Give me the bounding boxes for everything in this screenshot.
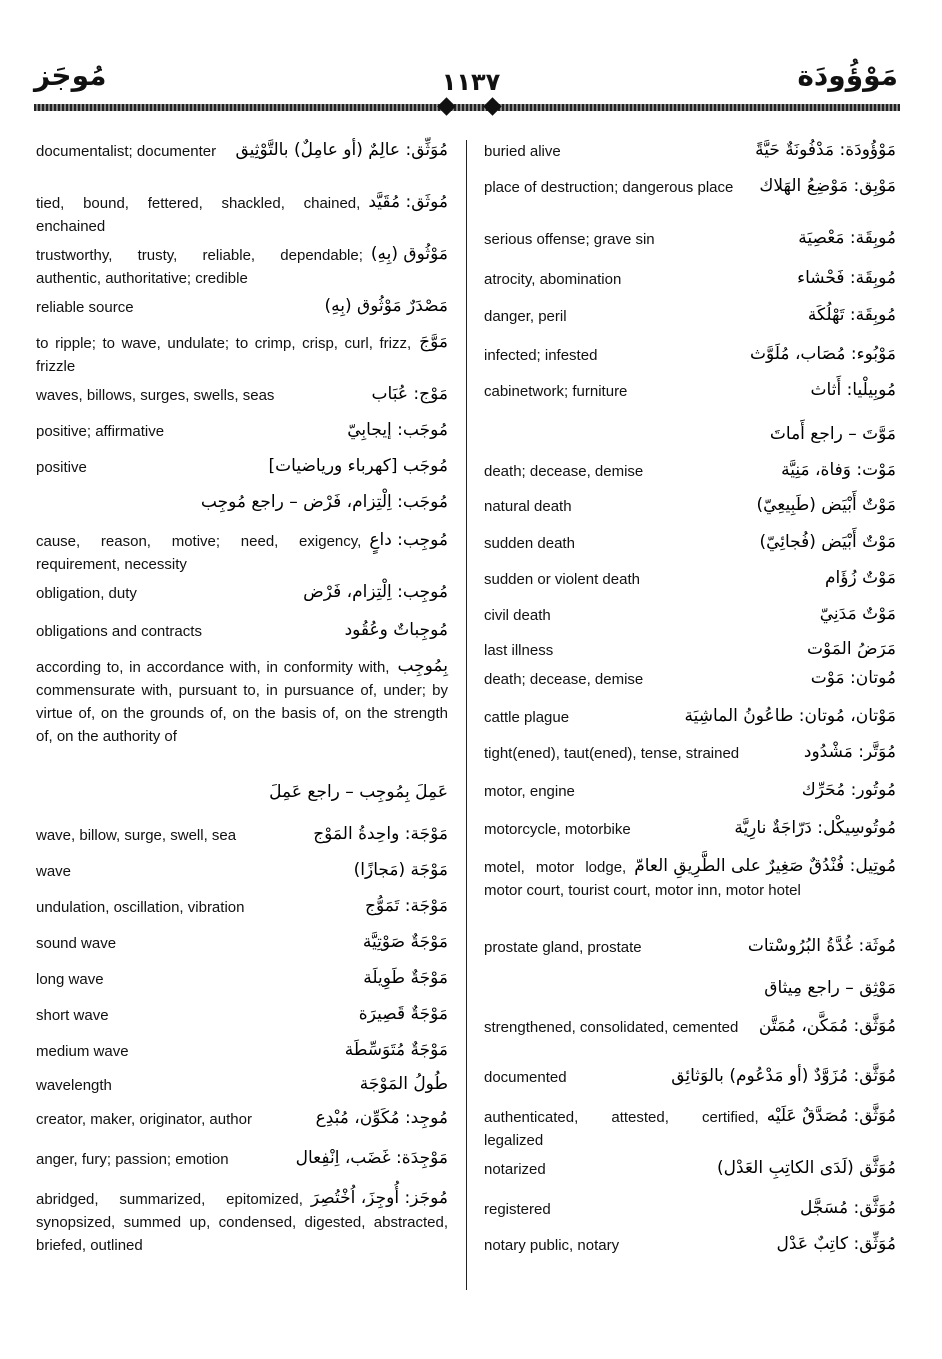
arabic-headword: مَصْدَرٌ مَوْثُوق (بِهِ) (324, 296, 448, 316)
english-definition: motor, engine (484, 783, 575, 800)
english-definition: death; decease, demise (484, 463, 644, 480)
english-definition: waves, billows, surges, swells, seas (36, 387, 275, 404)
english-definition: wave (36, 863, 72, 880)
english-definition: wave, billow, surge, swell, sea (36, 827, 237, 844)
arabic-headword: مَوْبِق: مَوْضِعُ الهَلاك (759, 176, 896, 196)
arabic-headword: مُوجِب: داعٍ (369, 530, 448, 550)
english-definition: sudden or violent death (484, 571, 640, 588)
english-definition: prostate gland, prostate (484, 939, 642, 956)
arabic-headword: مَوْت: وَفاة، مَنِيَّة (781, 460, 896, 480)
english-definition: abridged, summarized, epitomized, synopsized, summed up, condensed, digested, abstracted, briefed, outlined (36, 1191, 448, 1254)
arabic-headword: مَوْجَةٌ قَصِيرَة (358, 1004, 448, 1024)
english-definition: tied, bound, fettered, shackled, chained, enchained (36, 195, 361, 235)
english-definition: natural death (484, 498, 572, 515)
arabic-headword: مُوَثَّق: مُصَدَّقٌ عَلَيْه (766, 1106, 896, 1126)
english-definition: danger, peril (484, 308, 567, 325)
english-definition: positive; affirmative (36, 423, 165, 440)
arabic-headword: مُوَثَّق: مُزَوَّدٌ (أو مَدْعُوم) بالوَثائِق (671, 1066, 896, 1086)
column-divider (466, 140, 467, 1290)
arabic-headword: مَوَّجَ (419, 332, 448, 352)
english-definition: cause, reason, motive; need, exigency, requirement, necessity (36, 533, 362, 573)
arabic-headword: مُوجَب: اِلْتِزام، فَرْض – راجع مُوجِب (200, 492, 448, 512)
arabic-headword: مُوجَز: أُوجِزَ، اُخْتُصِرَ (310, 1188, 448, 1208)
arabic-headword: مُوتِيل: فُنْدُقٌ صَغِيرٌ على الطَّرِيقِ العامّ (634, 856, 896, 876)
english-definition: documentalist; documenter (36, 143, 217, 160)
arabic-headword: مَوْثُوق (بِهِ) (370, 244, 448, 264)
english-definition: last illness (484, 642, 554, 659)
english-definition: medium wave (36, 1043, 129, 1060)
right-entry (484, 856, 896, 902)
arabic-headword: مُوثَة: غُدَّةُ البُرُوسْتات (747, 936, 896, 956)
running-head-left: مُوجَز (34, 59, 107, 92)
arabic-headword: مَوْجَة: واحِدةُ المَوْج (313, 824, 448, 844)
arabic-headword: مُوثَق: مُقَيَّد (368, 192, 448, 212)
arabic-headword: مَوْتٌ زُؤَام (825, 568, 896, 588)
right-entry (484, 176, 896, 199)
english-definition: infected; infested (484, 347, 598, 364)
arabic-headword: مُوَثَّق (لَدَى الكاتِبِ العَدْل) (717, 1158, 896, 1178)
arabic-headword: بِمُوجِب (397, 656, 448, 676)
arabic-headword: مُوتُوسِيكْل: دَرّاجَةٌ نارِيَّة (734, 818, 896, 838)
page-number: ١١٣٧ (441, 68, 501, 96)
english-definition: undulation, oscillation, vibration (36, 899, 245, 916)
english-definition: sound wave (36, 935, 117, 952)
english-definition: obligations and contracts (36, 623, 202, 640)
diamond-ornament-left (437, 97, 455, 115)
arabic-headword: مَرَضُ المَوْت (807, 639, 896, 659)
arabic-headword: عَمِلَ بِمُوجِب – راجع عَمِلَ (269, 782, 448, 802)
right-entry (484, 1106, 896, 1152)
left-entry (36, 332, 448, 378)
left-entry (36, 192, 448, 238)
arabic-headword: مُوَثِّق: عالِمٌ (أو عامِلٌ) بالتَّوْثِيق (235, 140, 448, 160)
english-definition: notarized (484, 1161, 546, 1178)
arabic-headword: مُوَثَّق: مُمَكَّن، مُمَتَّن (758, 1016, 896, 1036)
header-rule (34, 104, 900, 111)
english-definition: trustworthy, trusty, reliable, dependable; authentic, authoritative; credible (36, 247, 363, 287)
arabic-headword: مَوَّتَ – راجع أَماتَ (769, 424, 896, 444)
arabic-headword: مُوجَب [كهرباء ورياضيات] (268, 456, 448, 476)
diamond-ornament-right (483, 97, 501, 115)
left-entry (36, 530, 448, 576)
left-entry (36, 1188, 448, 1257)
arabic-headword: مَوْتٌ أَبْيَض (طَبِيعِيّ) (756, 495, 896, 515)
english-definition: wavelength (36, 1077, 112, 1094)
english-definition: place of destruction; dangerous place (484, 179, 734, 196)
english-definition: authenticated, attested, certified, legalized (484, 1109, 759, 1149)
english-definition: long wave (36, 971, 104, 988)
english-definition: anger, fury; passion; emotion (36, 1151, 229, 1168)
arabic-headword: مُوبِيلْيا: أَثاث (810, 380, 896, 400)
arabic-headword: مُوَتَّر: مَشْدُود (803, 742, 896, 762)
left-entry (36, 1108, 448, 1131)
arabic-headword: مَوْثِق – راجع مِيثاق (764, 978, 896, 998)
english-definition: serious offense; grave sin (484, 231, 655, 248)
english-definition: cabinetwork; furniture (484, 383, 628, 400)
english-definition: motel, motor lodge, motor court, tourist court, motor inn, motor hotel (484, 859, 801, 899)
english-definition: registered (484, 1201, 551, 1218)
english-definition: sudden death (484, 535, 575, 552)
arabic-headword: مَوْجَةٌ مُتَوَسِّطَة (344, 1040, 448, 1060)
arabic-headword: مُوجِد: مُكَوِّن، مُبْدِع (315, 1108, 448, 1128)
english-definition: civil death (484, 607, 551, 624)
english-definition: positive (36, 459, 87, 476)
english-definition: buried alive (484, 143, 561, 160)
arabic-headword: مَوْتٌ أَبْيَض (فُجائِيّ) (759, 532, 896, 552)
arabic-headword: مَوْجَةٌ طَوِيلَة (363, 968, 448, 988)
arabic-headword: مُوَثَّق: مُسَجَّل (799, 1198, 896, 1218)
arabic-headword: مُوجِب: اِلْتِزام، فَرْض (303, 582, 448, 602)
left-entry (36, 244, 448, 290)
right-entry (484, 1016, 896, 1039)
arabic-headword: مُوتُور: مُحَرِّك (801, 780, 896, 800)
english-definition: according to, in accordance with, in conformity with, commensurate with, pursuant to, in pursuance of, under; by virtue of, on the grounds of, on the basis of, on the strength of, on the authority of (36, 659, 448, 745)
arabic-headword: مَوْجَة: تَمَوُّج (365, 896, 448, 916)
arabic-headword: مَوْج: عُبَاب (371, 384, 448, 404)
arabic-headword: مُوبِقَة: فَحْشاء (797, 268, 896, 288)
arabic-headword: مَوْجَةٌ صَوْتِيَّة (362, 932, 448, 952)
arabic-headword: مَوْتٌ مَدَنِيّ (819, 604, 896, 624)
english-definition: short wave (36, 1007, 109, 1024)
left-entry (36, 656, 448, 748)
english-definition: creator, maker, originator, author (36, 1111, 252, 1128)
arabic-headword: مَوْؤُودَة: مَدْفُونَةٌ حَيَّةً (755, 140, 896, 160)
arabic-headword: مُوَثِّق: كاتِبٌ عَدْل (776, 1234, 896, 1254)
arabic-headword: طُولُ المَوْجَة (359, 1074, 448, 1094)
english-definition: obligation, duty (36, 585, 137, 602)
running-head-right: مَوْؤُودَة (797, 59, 898, 92)
left-entry (36, 140, 448, 163)
arabic-headword: مُوتان: مَوْت (810, 668, 896, 688)
english-definition: notary public, notary (484, 1237, 620, 1254)
arabic-headword: مُوجَب: إيجابِيّ (347, 420, 448, 440)
english-definition: reliable source (36, 299, 134, 316)
arabic-headword: مَوْجِدَة: غَضَب، اِنْفِعال (295, 1148, 448, 1168)
arabic-headword: مُوبِقَة: مَعْصِيَة (798, 228, 896, 248)
english-definition: tight(ened), taut(ened), tense, strained (484, 745, 740, 762)
arabic-headword: مُوجِباتٌ وعُقُود (344, 620, 448, 640)
arabic-headword: مَوْجَة (مَجازًا) (353, 860, 448, 880)
english-definition: cattle plague (484, 709, 570, 726)
english-definition: death; decease, demise (484, 671, 644, 688)
right-entry (484, 1066, 896, 1089)
english-definition: strengthened, consolidated, cemented (484, 1019, 739, 1036)
english-definition: to ripple; to wave, undulate; to crimp, crisp, curl, frizz, frizzle (36, 335, 412, 375)
arabic-headword: مُوبِقَة: تَهْلُكَة (807, 305, 896, 325)
english-definition: atrocity, abomination (484, 271, 622, 288)
english-definition: motorcycle, motorbike (484, 821, 631, 838)
arabic-headword: مَوْتان، مُوتان: طاعُونُ الماشِيَة (684, 706, 896, 726)
arabic-headword: مَوْبُوء: مُصَاب، مُلَوَّث (750, 344, 896, 364)
english-definition: documented (484, 1069, 567, 1086)
